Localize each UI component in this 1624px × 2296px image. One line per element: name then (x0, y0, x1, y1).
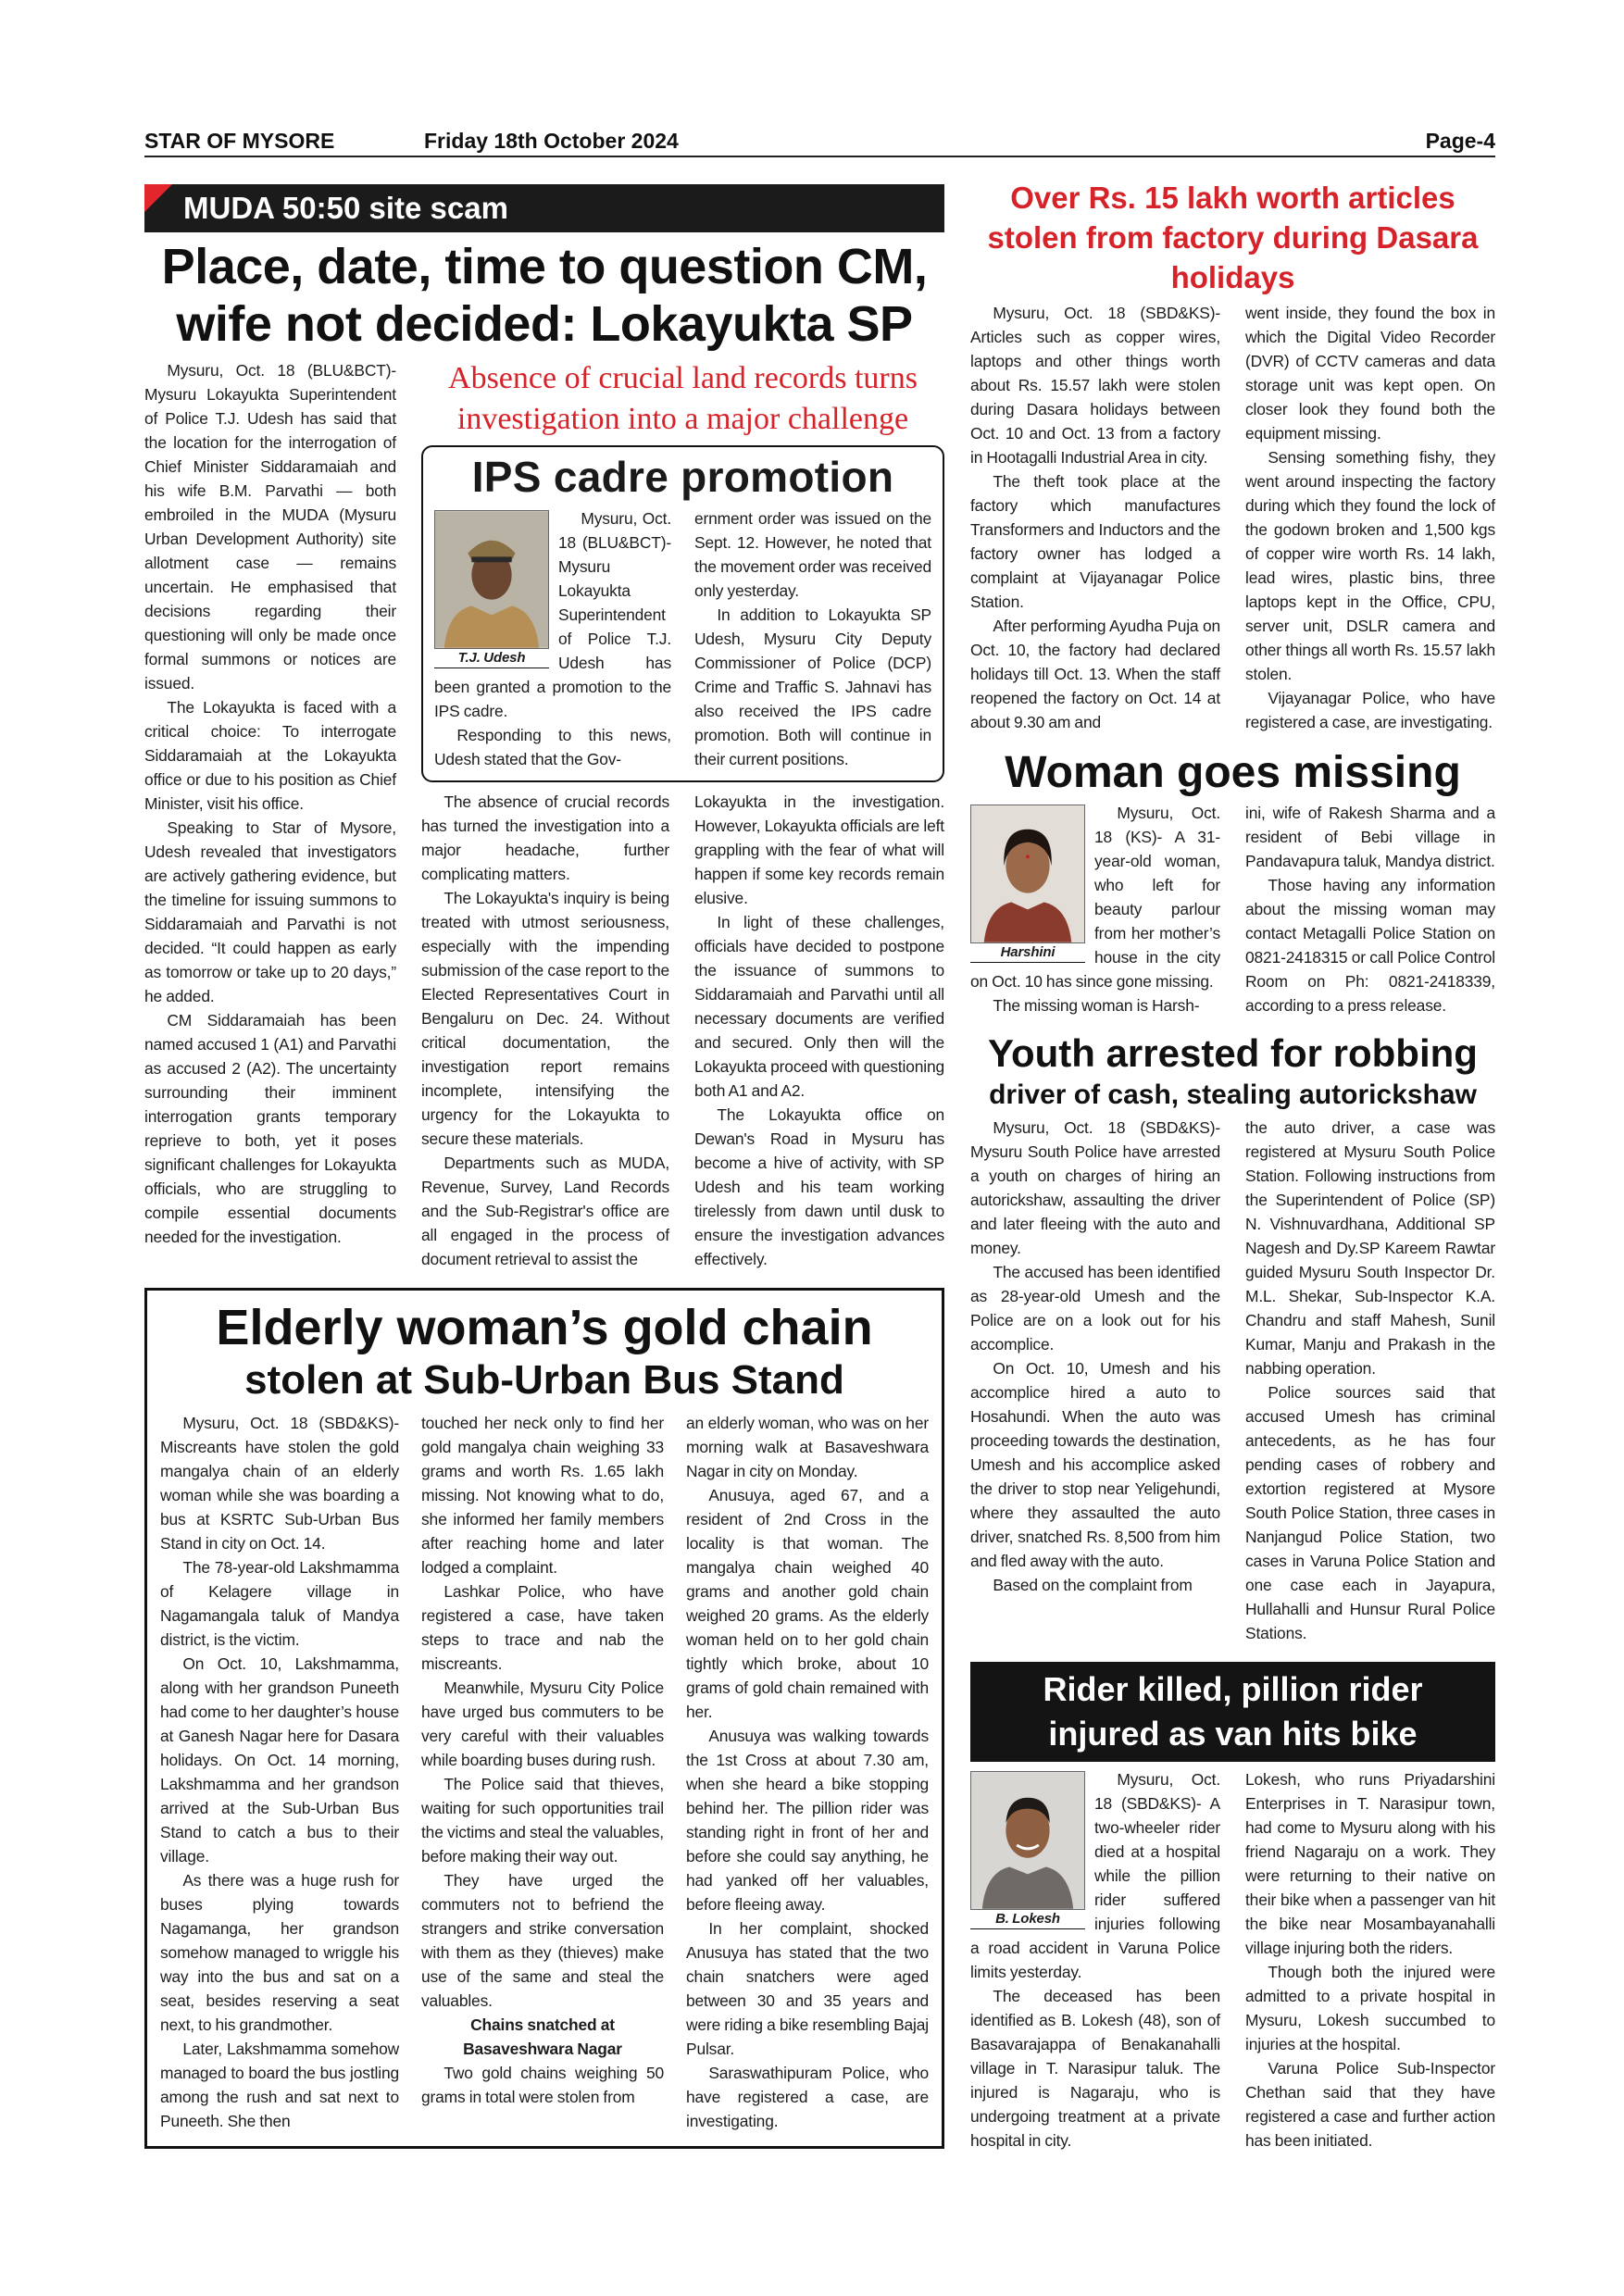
rider-headline-line-1: Rider killed, pillion rider (1043, 1670, 1423, 1708)
photo-caption: Harshini (970, 943, 1085, 963)
factory-body (970, 301, 1495, 734)
paragraph: Mysuru, Oct. 18 (BLU&BCT)- Mysuru Lokayukta Superintendent of Police T.J. Udesh has been granted a promotion to the IPS cadre. (434, 509, 671, 720)
paragraph: Anusuya was walking towards the 1st Cross at about 7.30 am, when she heard a bike stopping behind her. The pillion rider was standing right in front of her and before she could say anything, he had yanked off her valuables, before fleeing away. (686, 1727, 929, 1914)
muda-headline: Place, date, time to question CM, wife not decided: Lokayukta SP (161, 239, 928, 352)
youth-column-2 (1245, 1116, 1495, 1645)
youth-column-1 (970, 1116, 1220, 1597)
chain-column-1 (160, 1411, 399, 2133)
gold-chain-article-box (144, 1288, 944, 2149)
missing-body (970, 801, 1495, 1017)
paragraph: The deceased has been identified as B. Lokesh (48), son of Basavarajappa of Benakanahalli village in T. Narasipur taluk. The injured is Nagaraju, who is undergoing treatment at a private hospital in city. (970, 1987, 1220, 2150)
muda-lower-columns (421, 790, 944, 1271)
paragraph: Police sources said that accused Umesh has criminal antecedents, as he has four pending cases of robbery and extortion registered at Mysore South Police Station, three cases in Nanjangud Police Station, two cases in Varuna Police Station and one case each in Jayapura, Hullahalli and Hunsur Rural Police Stations. (1245, 1383, 1495, 1642)
muda-body (144, 358, 944, 1271)
paragraph: Mysuru, Oct. 18 (SBD&KS)- A two-wheeler rider died at a hospital while the pillion rider suffered injuries following a road accident in Varuna Police limits yesterday. (970, 1770, 1220, 1981)
paragraph: Anusuya, aged 67, and a resident of 2nd Cross in the locality is that woman. The mangalya chain weighed 40 grams and another gold chain weighed 20 grams. As the elderly woman held on to her gold chain tightly which broke, about 10 grams of gold chain remained with her. (686, 1486, 929, 1721)
muda-column-3 (694, 790, 944, 1271)
photo-caption: T.J. Udesh (434, 649, 549, 668)
paragraph: an elderly woman, who was on her morning walk at Basaveshwara Nagar in city on Monday. (686, 1414, 929, 1480)
paragraph: Lokesh, who runs Priyadarshini Enterprises in T. Narasipur town, had come to Mysuru along with his friend Nagaraju on a work. They were returning to their native on their bike when a passenger van hit the bike near Mosambayanahalli village injuring both the riders. (1245, 1770, 1495, 1957)
paragraph: Responding to this news, Udesh stated that the Gov- (434, 726, 671, 768)
missing-column-1 (970, 801, 1220, 1017)
paragraph: the auto driver, a case was registered at Mysuru South Police Station. Following instructions from the Superintendent of Police (SP) N. Vishnuvardhana, Additional SP Nagesh and Dy.SP Kareem Rawtar guided Mysuru South Inspector Dr. M.L. Shekar, Sub-Inspector K.A. Chandru and staff Mahesh, Sunil Kumar, Manju and Prakash in the nabbing operation. (1245, 1118, 1495, 1378)
paragraph: Mysuru, Oct. 18 (SBD&KS)- Articles such as copper wires, laptops and other things worth about Rs. 15.57 lakh were stolen during Dasara holidays between Oct. 10 and Oct. 13 from a factory in Hootagalli Industrial Area in city. (970, 304, 1220, 467)
paragraph: CM Siddaramaiah has been named accused 1 (A1) and Parvathi as accused 2 (A2). The uncertainty surrounding their imminent interrogation grants temporary reprieve to both, yet it poses significant challenges for Lokayukta officials, who are struggling to compile essential documents needed for the investigation. (144, 1011, 396, 1246)
missing-column-2 (1245, 801, 1495, 1017)
muda-right-block (421, 358, 944, 1271)
youth-headline-line-2: driver of cash, stealing autorickshaw (989, 1079, 1477, 1110)
factory-column-1 (970, 301, 1220, 734)
paragraph: Meanwhile, Mysuru City Police have urged bus commuters to be very careful with their valuables while boarding buses during rush. (421, 1678, 664, 1769)
chain-column-2 (421, 1411, 664, 2109)
factory-headline: Over Rs. 15 lakh worth articles stolen from factory during Dasara holidays (987, 181, 1479, 294)
youth-headline-line-1: Youth arrested for robbing (988, 1031, 1478, 1075)
paragraph: In light of these challenges, officials have decided to postpone the issuance of summons to Siddaramaiah and Parvathi until all necessary documents are verified and secured. Only then will the Lokayukta proceed with questioning both A1 and A2. (694, 913, 944, 1100)
paragraph: After performing Ayudha Puja on Oct. 10, the factory had declared holidays till Oct. 13. When the staff reopened the factory on Oct. 14 at about 9.30 am and (970, 617, 1220, 731)
paragraph: In addition to Lokayukta SP Udesh, Mysuru City Deputy Commissioner of Police (DCP) Crime and Traffic S. Jahnavi has also received the IPS cadre promotion. Both will continue in their current positions. (694, 605, 931, 768)
chain-subhead: Chains snatched at Basaveshwara Nagar (463, 2015, 622, 2058)
paragraph: The Lokayukta office on Dewan's Road in Mysuru has become a hive of activity, with SP Udesh and his team working tirelessly from dawn until dusk to ensure the investigation advances effectively. (694, 1105, 944, 1268)
page-number: Page-4 (1425, 129, 1495, 153)
paragraph: On Oct. 10, Lakshmamma, along with her grandson Puneeth had come to her daughter’s house at Ganesh Nagar here for Dasara holidays. On Oct. 14 morning, Lakshmamma and her grandson arrived at the Sub-Urban Bus Stand to catch a bus to their village. (160, 1654, 399, 1866)
paragraph: went inside, they found the box in which the Digital Video Recorder (DVR) of CCTV cameras and data storage unit was kept open. On closer look they found both the equipment missing. (1245, 304, 1495, 443)
muda-subhead: Absence of crucial land records turns investigation into a major challenge (448, 361, 918, 436)
paragraph: The theft took place at the factory which manufactures Transformers and Inductors and the factory owner has lodged a complaint at Vijayanagar Police Station. (970, 472, 1220, 611)
paragraph: Mysuru, Oct. 18 (SBD&KS)- Miscreants have stolen the gold mangalya chain of an elderly woman while she was boarding a bus at KSRTC Sub-Urban Bus Stand in city on Oct. 14. (160, 1414, 399, 1553)
paragraph: Speaking to Star of Mysore, Udesh revealed that investigators are actively gathering evidence, but the timeline for issuing summons to Siddaramaiah and Parvathi is not decided. “It could happen as early as tomorrow or take up to 20 days,” he added. (144, 818, 396, 1005)
paragraph: Lashkar Police, who have registered a case, have taken steps to trace and nab the miscreants. (421, 1582, 664, 1673)
muda-kicker: MUDA 50:50 site scam (183, 191, 508, 225)
paper-name: STAR OF MYSORE (144, 129, 335, 153)
paragraph: Lokayukta in the investigation. However, Lokayukta officials are left grappling with the fear of what will happen if some key records remain elusive. (694, 792, 944, 907)
paragraph: In her complaint, shocked Anusuya has stated that the two chain snatchers were aged between 30 and 35 years and were riding a bike resembling Bajaj Pulsar. (686, 1919, 929, 2058)
paragraph: The missing woman is Harsh- (993, 996, 1200, 1015)
chain-headline-line-2: stolen at Sub-Urban Bus Stand (244, 1357, 844, 1403)
rider-headline-box (970, 1662, 1495, 1762)
paragraph: Mysuru, Oct. 18 (SBD&KS)- Mysuru South Police have arrested a youth on charges of hiring an autorickshaw, assaulting the driver and later fleeing with the auto and money. (970, 1118, 1220, 1257)
red-corner-mark (144, 184, 172, 212)
paragraph: Saraswathipuram Police, who have registered a case, are investigating. (686, 2064, 929, 2130)
chain-body (160, 1411, 929, 2133)
ips-body (434, 506, 931, 771)
missing-headline: Woman goes missing (1005, 748, 1461, 797)
photo-caption: B. Lokesh (970, 1910, 1085, 1929)
udesh-photo (434, 510, 549, 668)
rider-column-1 (970, 1767, 1220, 2152)
chain-column-2-text-b (421, 2061, 664, 2109)
right-region (970, 178, 1495, 2152)
paragraph: The absence of crucial records has turned the investigation into a major headache, further complicating matters. (421, 792, 669, 883)
paragraph: Varuna Police Sub-Inspector Chethan said that they have registered a case and further action has been initiated. (1245, 2059, 1495, 2150)
ips-column-2 (694, 506, 931, 771)
paragraph: The Lokayukta is faced with a critical choice: To interrogate Siddaramaiah at the Lokayukta office or due to his position as Chief Minister, visit his office. (144, 698, 396, 813)
paragraph: Vijayanagar Police, who have registered a case, are investigating. (1245, 689, 1495, 731)
paragraph: On Oct. 10, Umesh and his accomplice hired a auto to Hosahundi. When the auto was proceeding towards the destination, Umesh and his accomplice asked the driver to stop near Yeligehundi, where they assaulted the auto driver, snatched Rs. 8,500 from him and fled away with the auto. (970, 1359, 1220, 1570)
chain-column-2-text-a (421, 1411, 664, 2013)
muda-kicker-bar (144, 184, 944, 232)
paragraph: Departments such as MUDA, Revenue, Survey, Land Records and the Sub-Registrar's office are all engaged in the process of document retrieval to assist the (421, 1154, 669, 1268)
youth-body (970, 1116, 1495, 1645)
muda-column-1 (144, 358, 396, 1249)
portrait-image (970, 805, 1085, 943)
paragraph: The Police said that thieves, waiting for such opportunities trail the victims and steal the valuables, before making their way out. (421, 1775, 664, 1866)
paragraph: The 78-year-old Lakshmamma of Kelagere village in Nagamangala taluk of Mandya district, is the victim. (160, 1558, 399, 1649)
paragraph: As there was a huge rush for buses plying towards Nagamanga, her grandson somehow managed to wriggle his way into the bus and sat on a seat, besides reserving a seat next, to his grandmother. (160, 1871, 399, 2034)
lokesh-photo (970, 1771, 1085, 1929)
paragraph: They have urged the commuters not to befriend the strangers and strike conversation with them as they (thieves) make use of the same and steal the valuables. (421, 1871, 664, 2010)
issue-date: Friday 18th October 2024 (424, 129, 679, 153)
ips-promotion-box (421, 445, 944, 782)
paragraph: Mysuru, Oct. 18 (KS)- A 31-year-old woman, who left for beauty parlour from her mother’s house in the city on Oct. 10 has since gone missing. (970, 804, 1220, 991)
rider-headline-line-2: injured as van hits bike (1048, 1715, 1418, 1753)
chain-column-3 (686, 1411, 929, 2133)
harshini-photo (970, 805, 1085, 963)
portrait-image (434, 510, 549, 649)
paragraph: ernment order was issued on the Sept. 12. However, he noted that the movement order was received only yesterday. (694, 509, 931, 600)
left-region (144, 184, 944, 2149)
ips-column-1 (434, 506, 671, 771)
paragraph: Though both the injured were admitted to a private hospital in Mysuru, Lokesh succumbed to injuries at the hospital. (1245, 1963, 1495, 2053)
paragraph: Mysuru, Oct. 18 (BLU&BCT)- Mysuru Lokayukta Superintendent of Police T.J. Udesh has said that the location for the interrogation of Chief Minister Siddaramaiah and his wife B.M. Parvathi — both embroiled in the MUDA (Mysuru Urban Development Authority) site allotment case — remains uncertain. He emphasised that decisions regarding their questioning will only be made once formal summons or notices are issued. (144, 361, 396, 693)
paragraph: The Lokayukta's inquiry is being treated with utmost seriousness, especially with the impending submission of the case report to the Elected Representatives Court in Bengaluru on Dec. 24. Without critical documentation, the investigation report remains incomplete, intensifying the urgency for the Lokayukta to secure these materials. (421, 889, 669, 1148)
paragraph: Two gold chains weighing 50 grams in total were stolen from (421, 2064, 664, 2106)
rider-body (970, 1767, 1495, 2152)
paragraph: Based on the complaint from (993, 1576, 1193, 1594)
paragraph: Later, Lakshmamma somehow managed to board the bus jostling among the rush and sat next to Puneeth. She then (160, 2040, 399, 2130)
portrait-image (970, 1771, 1085, 1910)
paragraph: The accused has been identified as 28-year-old Umesh and the Police are on a look out for his accomplice. (970, 1263, 1220, 1354)
ips-title: IPS cadre promotion (471, 453, 894, 501)
factory-column-2 (1245, 301, 1495, 734)
rider-column-2 (1245, 1767, 1495, 2152)
muda-column-2 (421, 790, 669, 1271)
paragraph: touched her neck only to find her gold mangalya chain weighing 33 grams and worth Rs. 1.65 lakh missing. Not knowing what to do, she informed her family members after reaching home and later lodged a complaint. (421, 1414, 664, 1577)
header-rule (144, 156, 1495, 157)
chain-headline-line-1: Elderly woman’s gold chain (216, 1300, 873, 1355)
paragraph: Sensing something fishy, they went around inspecting the factory during which they found the lock of the godown broken and 1,500 kgs of copper wire worth Rs. 14 lakh, lead wires, plastic bins, three laptops kept in the Office, CPU, server unit, DSLR camera and other things all worth Rs. 15.57 lakh stolen. (1245, 448, 1495, 683)
paragraph: Those having any information about the missing woman may contact Metagalli Police Station on 0821-2418315 or call Police Control Room on Ph: 0821-2418339, according to a press release. (1245, 876, 1495, 1015)
paragraph: ini, wife of Rakesh Sharma and a resident of Bebi village in Pandavapura taluk, Mandya district. (1245, 804, 1495, 870)
